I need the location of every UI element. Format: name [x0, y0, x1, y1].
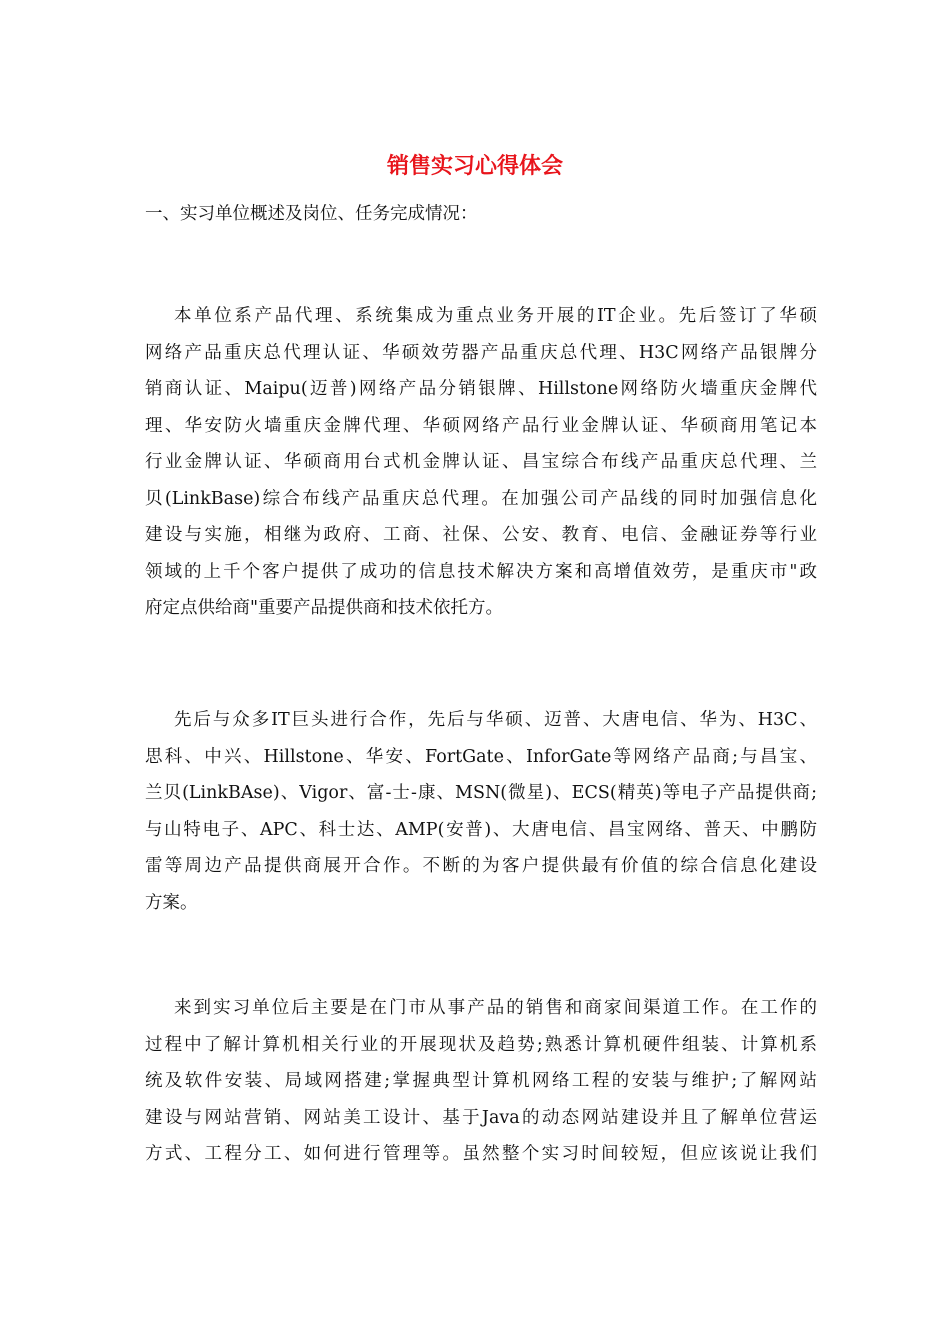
paragraph-internship-work: [145, 990, 817, 1173]
paragraph-line: 雷等周边产品提供商展开合作。不断的为客户提供最有价值的综合信息化建设: [145, 856, 817, 876]
paragraph-line: 行业金牌认证、华硕商用台式机金牌认证、昌宝综合布线产品重庆总代理、兰: [145, 452, 817, 472]
paragraph-line: 方案。: [145, 892, 198, 913]
paragraph-line: 过程中了解计算机相关行业的开展现状及趋势;熟悉计算机硬件组装、计算机系: [145, 1034, 817, 1055]
paragraph-line: 建设与网站营销、网站美工设计、基于Java的动态网站建设并且了解单位营运: [145, 1107, 817, 1128]
paragraph-line: 来到实习单位后主要是在门市从事产品的销售和商家间渠道工作。在工作的: [174, 998, 817, 1018]
paragraph-line: 兰贝(LinkBAse)、Vigor、富-士-康、MSN(微星)、ECS(精英)等电子产品提供商;: [145, 783, 817, 803]
paragraph-line: 网络产品重庆总代理认证、华硕效劳器产品重庆总代理、H3C网络产品银牌分: [145, 342, 817, 363]
paragraph-line: 本单位系产品代理、系统集成为重点业务开展的IT企业。先后签订了华硕: [174, 306, 817, 326]
paragraph-line: 领域的上千个客户提供了成功的信息技术解决方案和高增值效劳，是重庆市"政: [145, 561, 817, 582]
paragraph-line: 销商认证、Maipu(迈普)网络产品分销银牌、Hillstone网络防火墙重庆金牌代: [145, 379, 817, 399]
paragraph-line: 与山特电子、APC、科士达、AMP(安普)、大唐电信、昌宝网络、普天、中鹏防: [145, 819, 817, 840]
paragraph-line: 统及软件安装、局域网搭建;掌握典型计算机网络工程的安装与维护;了解网站: [145, 1071, 817, 1091]
paragraph-line: 府定点供给商"重要产品提供商和技术依托方。: [145, 598, 504, 618]
paragraph-line: 先后与众多IT巨头进行合作，先后与华硕、迈普、大唐电信、华为、H3C、: [174, 710, 817, 730]
paragraph-line: 思科、中兴、Hillstone、华安、FortGate、InforGate等网络产品商;与昌宝、: [145, 746, 817, 767]
paragraph-line: 建设与实施，相继为政府、工商、社保、公安、教育、电信、金融证券等行业: [145, 525, 817, 545]
paragraph-company-overview: [145, 298, 817, 627]
section-heading: 一、实习单位概述及岗位、任务完成情况：: [145, 204, 478, 224]
paragraph-line: 理、华安防火墙重庆金牌代理、华硕网络产品行业金牌认证、华硕商用笔记本: [145, 415, 817, 436]
document-title: 销售实习心得体会: [386, 153, 563, 179]
paragraph-partners: [145, 702, 817, 921]
paragraph-line: 方式、工程分工、如何进行管理等。虽然整个实习时间较短，但应该说让我们: [145, 1144, 817, 1164]
paragraph-line: 贝(LinkBase)综合布线产品重庆总代理。在加强公司产品线的同时加强信息化: [145, 488, 817, 509]
